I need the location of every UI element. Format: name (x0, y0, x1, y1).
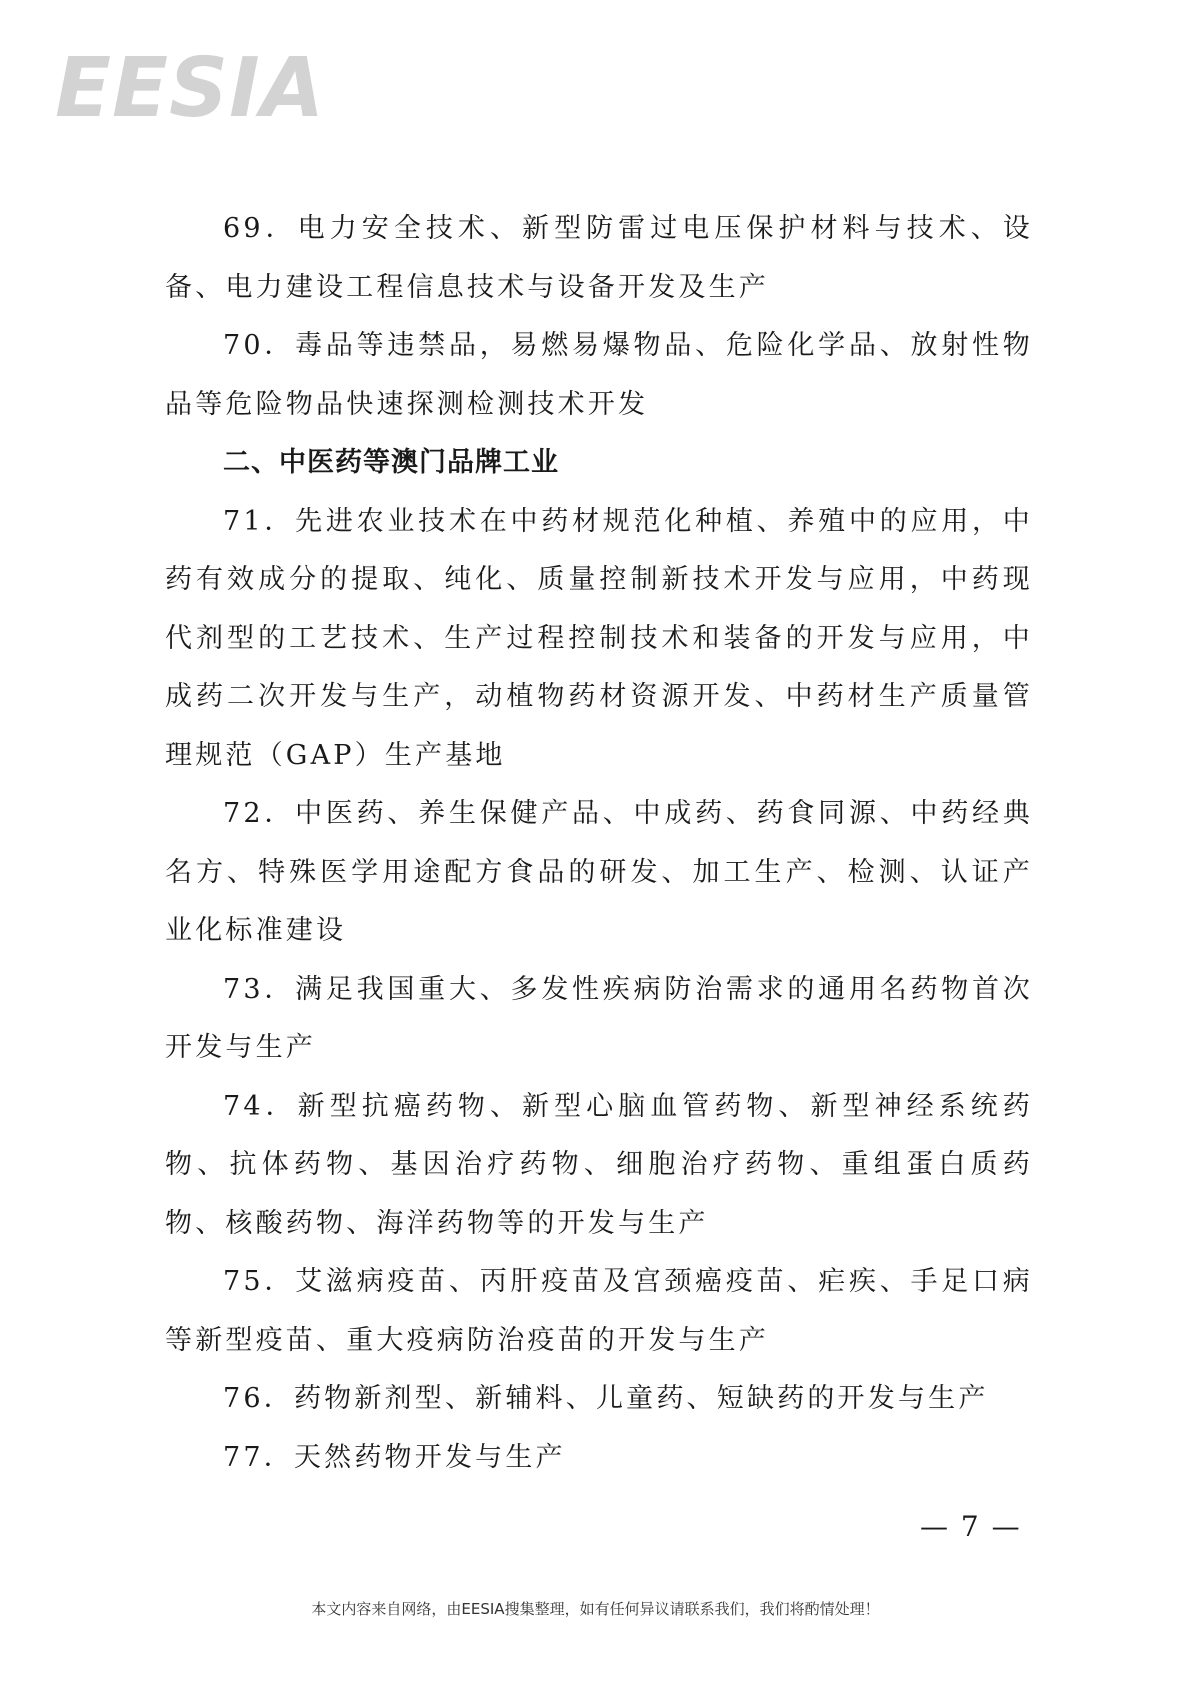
footer-disclaimer: 本文内容来自网络，由EESIA搜集整理，如有任何异议请联系我们，我们将酌情处理！ (311, 1600, 880, 1618)
list-item-72: 72．中医药、养生保健产品、中成药、药食同源、中药经典名方、特殊医学用途配方食品的研发、加工生产、检测、认证产业化标准建设 (165, 798, 1033, 946)
list-item-69: 69．电力安全技术、新型防雷过电压保护材料与技术、设备、电力建设工程信息技术与设备开发及生产 (165, 213, 1033, 303)
page-number: — 7 — (920, 1510, 1022, 1543)
eesia-logo: EESIA (55, 41, 326, 136)
list-item-73: 73．满足我国重大、多发性疾病防治需求的通用名药物首次开发与生产 (165, 973, 1033, 1063)
list-item-70: 70．毒品等违禁品，易燃易爆物品、危险化学品、放射性物品等危险物品快速探测检测技术开发 (165, 330, 1033, 420)
list-item-71: 71．先进农业技术在中药材规范化种植、养殖中的应用，中药有效成分的提取、纯化、质量控制新技术开发与应用，中药现代剂型的工艺技术、生产过程控制技术和装备的开发与应用，中成药二次开发与生产，动植物药材资源开发、中药材生产质量管理规范（GAP）生产基地 (165, 505, 1033, 771)
list-item-77: 77．天然药物开发与生产 (223, 1441, 566, 1473)
list-item-74: 74．新型抗癌药物、新型心脑血管药物、新型神经系统药物、抗体药物、基因治疗药物、细胞治疗药物、重组蛋白质药物、核酸药物、海洋药物等的开发与生产 (165, 1090, 1033, 1239)
section-heading: 二、中医药等澳门品牌工业 (223, 447, 559, 478)
list-item-75: 75．艾滋病疫苗、丙肝疫苗及宫颈癌疫苗、疟疾、手足口病等新型疫苗、重大疫病防治疫苗的开发与生产 (165, 1266, 1033, 1356)
list-item-76: 76．药物新剂型、新辅料、儿童药、短缺药的开发与生产 (223, 1383, 989, 1414)
document-body (165, 200, 1033, 1487)
